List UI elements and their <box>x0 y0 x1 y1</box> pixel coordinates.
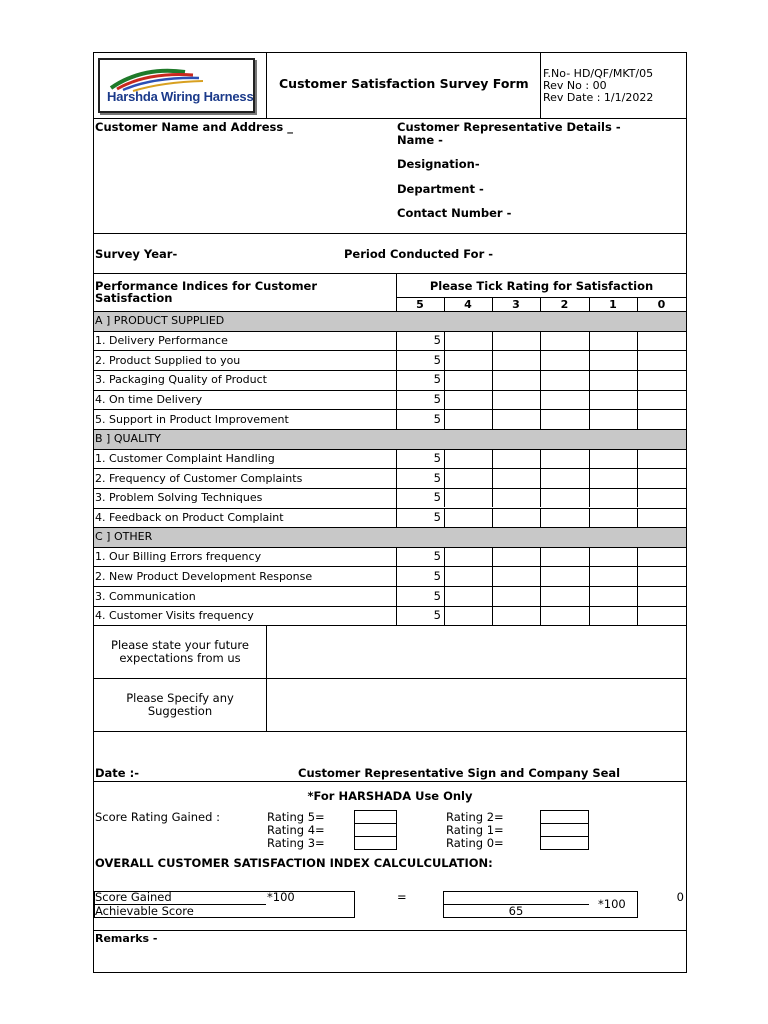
form-number: F.No- HD/QF/MKT/05 <box>543 67 654 80</box>
suggestion-label-line1[interactable]: Please Specify any <box>126 691 234 705</box>
rating-cell-1[interactable] <box>590 450 637 469</box>
rating2-label: Rating 2= <box>446 810 504 824</box>
feedback-bottom-line <box>93 731 687 732</box>
expectations-input-area[interactable] <box>267 627 686 678</box>
rating-cell-1[interactable] <box>590 567 637 586</box>
rating-cell-4[interactable] <box>445 587 492 606</box>
rating-cell-0[interactable] <box>638 450 686 469</box>
section-title: B ] QUALITY <box>95 431 161 445</box>
rating-value: 5 <box>433 352 441 367</box>
expectations-label-line1[interactable]: Please state your future <box>111 638 249 652</box>
rating-cell-4[interactable] <box>445 509 492 528</box>
rating-cell-1[interactable] <box>590 607 637 626</box>
date-label: Date :- <box>95 766 139 780</box>
indicator-label: 4. On time Delivery <box>95 393 203 407</box>
rating4-box[interactable] <box>354 823 397 837</box>
rating1-label: Rating 1= <box>446 823 504 837</box>
rating-cell-1[interactable] <box>590 391 637 410</box>
rating-col-divider <box>444 508 445 528</box>
rating-col-divider <box>540 409 541 429</box>
rating-col-divider <box>492 547 493 567</box>
rating-col-divider <box>637 606 638 626</box>
rating-header-col-divider <box>637 297 638 311</box>
satisfaction-index-result: 0 <box>676 890 684 904</box>
rating-value: 5 <box>433 549 441 564</box>
rating-col-divider <box>540 566 541 586</box>
score-rating-label: Score Rating Gained : <box>95 810 220 824</box>
equals-sign: = <box>397 890 407 904</box>
times100-right: *100 <box>598 897 626 911</box>
rating-cell-0[interactable] <box>638 489 686 508</box>
rating-cell-4[interactable] <box>445 410 492 429</box>
rating-cell-2[interactable] <box>541 450 589 469</box>
indices-header-line2: Satisfaction <box>95 291 173 305</box>
rating0-box[interactable] <box>540 836 589 850</box>
rating-cell-4[interactable] <box>445 548 492 567</box>
rating-value: 5 <box>433 333 441 348</box>
rating-cell-0[interactable] <box>638 351 686 370</box>
rating-value: 5 <box>433 392 441 407</box>
suggestion-label-line2[interactable]: Suggestion <box>147 704 213 718</box>
rating-col-divider <box>589 409 590 429</box>
rating-col-divider <box>540 547 541 567</box>
section-title: A ] PRODUCT SUPPLIED <box>95 314 225 327</box>
rating-col-divider <box>637 566 638 586</box>
overall-index-heading: OVERALL CUSTOMER SATISFACTION INDEX CALCULCULATION: <box>95 856 493 870</box>
rating-column-header-2: 2 <box>560 298 569 311</box>
revision-number: Rev No : 00 <box>543 79 607 92</box>
indicator-label: 1. Our Billing Errors frequency <box>95 550 262 564</box>
rating-col-divider <box>540 606 541 626</box>
rating-col-divider <box>492 488 493 508</box>
rating-cell-3[interactable] <box>493 567 540 586</box>
times100-left: *100 <box>267 890 295 904</box>
remarks-input-area[interactable] <box>94 946 686 972</box>
rating-cell-3[interactable] <box>493 587 540 606</box>
rating-value: 5 <box>433 411 441 426</box>
rating-col-divider <box>540 350 541 370</box>
rating-cell-3[interactable] <box>493 489 540 508</box>
rating-col-divider <box>637 390 638 410</box>
rating-cell-0[interactable] <box>638 567 686 586</box>
rating-cell-3[interactable] <box>493 332 540 351</box>
rating-col-divider <box>444 468 445 488</box>
rating-cell-3[interactable] <box>493 410 540 429</box>
rating5-box[interactable] <box>354 810 397 824</box>
rep-details-label: Customer Representative Details - <box>397 120 621 134</box>
rating-col-divider <box>589 331 590 351</box>
rating-col-divider <box>589 370 590 390</box>
indicator-label: 3. Communication <box>95 589 196 603</box>
indicator-label: 5. Support in Product Improvement <box>95 412 289 426</box>
suggestion-input-area[interactable] <box>267 679 686 730</box>
rating-header-col-divider <box>540 297 541 311</box>
rating-col-divider <box>492 508 493 528</box>
rating-cell-0[interactable] <box>638 371 686 390</box>
rating-col-divider <box>492 586 493 606</box>
rating-col-divider <box>540 488 541 508</box>
rating-column-header-5: 5 <box>416 298 424 311</box>
rating5-label: Rating 5= <box>267 810 325 824</box>
rating3-box[interactable] <box>354 836 397 850</box>
rating-cell-1[interactable] <box>590 332 637 351</box>
rating-col-divider <box>444 488 445 508</box>
rating-cell-4[interactable] <box>445 332 492 351</box>
rating-col-divider <box>492 409 493 429</box>
rating-col-divider <box>492 350 493 370</box>
rating-header-col-divider <box>589 297 590 311</box>
rating-col-divider <box>589 468 590 488</box>
rating-cell-1[interactable] <box>590 489 637 508</box>
rating-cell-3[interactable] <box>493 371 540 390</box>
rating-col-divider <box>444 370 445 390</box>
rating-cell-2[interactable] <box>541 469 589 488</box>
rating-col-divider <box>637 508 638 528</box>
rating-column-header-4: 4 <box>464 298 472 311</box>
rating-col-divider <box>589 566 590 586</box>
indicator-label: 4. Feedback on Product Complaint <box>95 511 284 524</box>
indicator-label: 2. Product Supplied to you <box>95 353 241 367</box>
rating-col-divider <box>444 331 445 351</box>
period-label: Period Conducted For - <box>344 247 494 261</box>
rating1-box[interactable] <box>540 823 589 837</box>
rating-header-col-divider <box>444 297 445 311</box>
rating4-label: Rating 4= <box>267 823 325 837</box>
rating-cell-2[interactable] <box>541 391 589 410</box>
rating-col-divider <box>444 409 445 429</box>
internal-use-heading: *For HARSHADA Use Only <box>307 789 473 803</box>
rating-value: 5 <box>433 510 441 524</box>
rating-col-divider <box>589 449 590 469</box>
rating-cell-3[interactable] <box>493 469 540 488</box>
rating-cell-1[interactable] <box>590 469 637 488</box>
section-header-bar <box>94 430 686 449</box>
rating-cell-1[interactable] <box>590 509 637 528</box>
indicator-label: 1. Customer Complaint Handling <box>95 452 275 466</box>
expectations-label-line2[interactable]: expectations from us <box>119 651 241 665</box>
rating-cell-2[interactable] <box>541 371 589 390</box>
remarks-top-line <box>93 930 687 931</box>
rating-cell-2[interactable] <box>541 567 589 586</box>
section-title: C ] OTHER <box>95 530 153 544</box>
rating-value: 5 <box>433 588 441 603</box>
indicator-label: 1. Delivery Performance <box>95 334 228 348</box>
rating-col-divider <box>444 586 445 606</box>
rating-col-divider <box>444 390 445 410</box>
rating-value: 5 <box>433 451 441 466</box>
rating-col-divider <box>444 547 445 567</box>
rating-cell-4[interactable] <box>445 469 492 488</box>
indicator-label: 4. Customer Visits frequency <box>95 609 254 623</box>
score-gained-label: Score Gained <box>95 890 172 904</box>
customer-name-address-label: Customer Name and Address _ <box>95 120 293 134</box>
rating-col-divider <box>589 547 590 567</box>
form-title: Customer Satisfaction Survey Form <box>279 76 529 91</box>
rating-col-divider <box>444 449 445 469</box>
rating-col-divider <box>637 468 638 488</box>
achievable-score-label: Achievable Score <box>95 904 194 918</box>
rating-cell-4[interactable] <box>445 607 492 626</box>
rating-header: Please Tick Rating for Satisfaction <box>429 279 654 293</box>
rating-value: 5 <box>433 470 441 485</box>
rating-col-divider <box>540 370 541 390</box>
rating-cell-2[interactable] <box>541 509 589 528</box>
rating-col-divider <box>492 606 493 626</box>
rating-col-divider <box>540 331 541 351</box>
rating3-label: Rating 3= <box>267 836 325 850</box>
rating-col-divider <box>637 409 638 429</box>
signoff-bottom-line <box>93 781 687 782</box>
rep-department-label: Department - <box>397 182 484 196</box>
rating-col-divider <box>589 508 590 528</box>
rating-cell-3[interactable] <box>493 548 540 567</box>
rating-cell-2[interactable] <box>541 548 589 567</box>
rating-cell-3[interactable] <box>493 607 540 626</box>
rating-cell-0[interactable] <box>638 587 686 606</box>
rating-header-col-divider <box>492 297 493 311</box>
rating-cell-0[interactable] <box>638 391 686 410</box>
rating-col-divider <box>589 606 590 626</box>
rating-col-divider <box>637 488 638 508</box>
rating-cell-1[interactable] <box>590 351 637 370</box>
indicator-label: 3. Problem Solving Techniques <box>95 491 263 505</box>
remarks-label: Remarks - <box>95 932 158 945</box>
rating-col-divider <box>589 488 590 508</box>
indicator-label: 3. Packaging Quality of Product <box>95 373 267 387</box>
rating-cell-1[interactable] <box>590 410 637 429</box>
rating-col-divider <box>637 586 638 606</box>
rating-cell-4[interactable] <box>445 489 492 508</box>
rating-value: 5 <box>433 608 441 623</box>
rating-value: 5 <box>433 568 441 583</box>
rating-cell-0[interactable] <box>638 548 686 567</box>
rating-cell-2[interactable] <box>541 607 589 626</box>
rating-col-divider <box>492 468 493 488</box>
rating-cell-4[interactable] <box>445 351 492 370</box>
indicator-label: 2. Frequency of Customer Complaints <box>95 471 303 485</box>
rating-cell-1[interactable] <box>590 548 637 567</box>
rating-col-divider <box>540 508 541 528</box>
achievable-score-value: 65 <box>508 904 524 918</box>
rating-cell-1[interactable] <box>590 587 637 606</box>
sign-seal-label: Customer Representative Sign and Company Seal <box>298 766 621 780</box>
rating-cell-1[interactable] <box>590 371 637 390</box>
rep-name-label: Name - <box>397 133 443 147</box>
survey-year-label: Survey Year- <box>95 247 178 261</box>
rep-designation-label: Designation- <box>397 157 480 171</box>
revision-date: Rev Date : 1/1/2022 <box>543 91 654 104</box>
rating-col-divider <box>540 468 541 488</box>
rating-col-divider <box>492 370 493 390</box>
rating-cell-0[interactable] <box>638 509 686 528</box>
rating-cell-4[interactable] <box>445 371 492 390</box>
rating2-box[interactable] <box>540 810 589 824</box>
rating-cell-4[interactable] <box>445 567 492 586</box>
rating-col-divider <box>540 586 541 606</box>
rating-col-divider <box>637 331 638 351</box>
rating-cell-3[interactable] <box>493 351 540 370</box>
rating-cell-4[interactable] <box>445 450 492 469</box>
rating-column-header-0: 0 <box>657 298 666 311</box>
rating-cell-3[interactable] <box>493 509 540 528</box>
rating-col-divider <box>637 449 638 469</box>
rating-cell-4[interactable] <box>445 391 492 410</box>
indicator-label: 2. New Product Development Response <box>95 569 313 583</box>
rating-cell-2[interactable] <box>541 587 589 606</box>
rating-cell-0[interactable] <box>638 607 686 626</box>
section-header-bar <box>94 528 686 547</box>
rating-col-divider <box>444 566 445 586</box>
rating-col-divider <box>637 547 638 567</box>
rating-col-divider <box>589 350 590 370</box>
rating-cell-2[interactable] <box>541 351 589 370</box>
rating-cell-0[interactable] <box>638 410 686 429</box>
rating-cell-2[interactable] <box>541 489 589 508</box>
logo-company-name: Harshda Wiring Harness <box>107 89 254 104</box>
rating-value: 5 <box>433 490 441 505</box>
rating-col-divider <box>444 606 445 626</box>
rating-cell-2[interactable] <box>541 410 589 429</box>
rating-col-divider <box>637 350 638 370</box>
rating-cell-0[interactable] <box>638 332 686 351</box>
rating-col-divider <box>492 390 493 410</box>
rating-cell-2[interactable] <box>541 332 589 351</box>
rating-col-divider <box>444 350 445 370</box>
rep-contact-label: Contact Number - <box>397 206 512 220</box>
rating-col-divider <box>492 449 493 469</box>
rating-col-divider <box>540 449 541 469</box>
rating-col-divider <box>540 390 541 410</box>
rating-col-divider <box>492 331 493 351</box>
rating-value: 5 <box>433 372 441 387</box>
rating0-label: Rating 0= <box>446 836 504 850</box>
rating-column-header-1: 1 <box>609 298 617 311</box>
indices-header-line1: Performance Indices for Customer <box>95 279 318 293</box>
rating-cell-3[interactable] <box>493 391 540 410</box>
rating-col-divider <box>637 370 638 390</box>
rating-column-header-3: 3 <box>512 298 520 311</box>
rating-cell-0[interactable] <box>638 469 686 488</box>
rating-cell-3[interactable] <box>493 450 540 469</box>
rating-col-divider <box>492 566 493 586</box>
rating-col-divider <box>589 586 590 606</box>
rating-col-divider <box>589 390 590 410</box>
